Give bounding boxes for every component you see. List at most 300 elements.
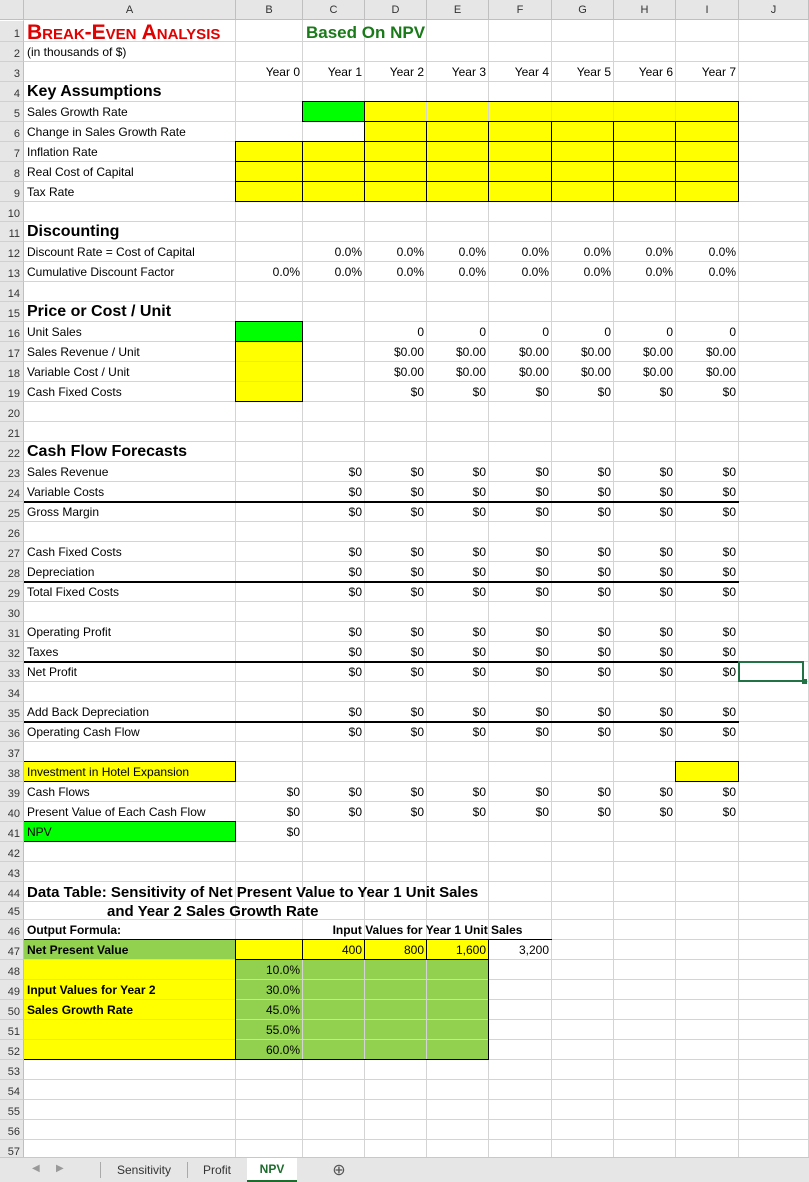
input-rows-label[interactable]: Input Values for Year 2 [27,983,156,997]
column-header-g[interactable]: G [552,0,614,20]
cash-flow-value[interactable]: $0 [722,485,736,499]
cash-flow-value[interactable]: $0 [410,805,424,819]
row-header[interactable]: 42 [0,842,24,862]
cell-border [302,181,365,202]
row-header[interactable]: 45 [0,902,24,920]
row-label-pv-each[interactable]: Present Value of Each Cash Flow [27,805,206,819]
year-header[interactable]: Year 7 [701,65,736,79]
cash-flow-value[interactable]: $0 [597,505,611,519]
row-header[interactable]: 7 [0,142,24,162]
row-header[interactable]: 34 [0,682,24,702]
year-header[interactable]: Year 5 [576,65,611,79]
var-cost-unit-value[interactable]: $0.00 [393,365,424,379]
row-label-total-fixed-costs[interactable]: Total Fixed Costs [27,585,120,599]
sales-rev-unit-value[interactable]: $0.00 [393,345,424,359]
row-input-value[interactable]: 30.0% [265,983,300,997]
cash-flow-value[interactable]: $0 [410,565,424,579]
row-label-operating-cash-flow[interactable]: Operating Cash Flow [27,725,140,739]
row-input-value[interactable]: 60.0% [265,1043,300,1057]
tab-sensitivity[interactable]: Sensitivity [116,1163,172,1177]
cell-border [675,181,739,202]
cash-fixed-cost-value[interactable]: $0 [597,385,611,399]
cash-flow-value[interactable]: $0 [535,785,549,799]
cash-flow-value[interactable]: $0 [722,725,736,739]
cell-border [364,161,427,182]
cash-flow-value[interactable]: $0 [535,625,549,639]
cell-border [675,161,739,182]
section-key-assumptions[interactable]: Key Assumptions [27,83,162,100]
cash-flow-value[interactable]: $0 [348,505,362,519]
data-table-title-2[interactable]: and Year 2 Sales Growth Rate [107,902,319,920]
cell-border [302,101,739,122]
cell-border [235,341,303,402]
cash-flow-value[interactable]: $0 [348,785,362,799]
row-header[interactable]: 46 [0,920,24,940]
var-cost-unit-value[interactable]: $0.00 [455,365,486,379]
cell-border [426,161,489,182]
cash-flow-value[interactable]: $0 [535,725,549,739]
unit-sales-value[interactable]: 0 [729,325,736,339]
row-input-value[interactable]: 45.0% [265,1003,300,1017]
cell-border [235,161,303,182]
row-label-unit-sales[interactable]: Unit Sales [27,325,82,339]
cash-flow-value[interactable]: $0 [597,645,611,659]
col-input-value[interactable]: 1,600 [455,943,486,957]
row-label-real-cost-capital[interactable]: Real Cost of Capital [27,165,134,179]
cash-flow-value[interactable]: $0 [472,505,486,519]
column-header-c[interactable]: C [303,0,365,20]
cash-flow-value[interactable]: $0 [348,585,362,599]
cash-flow-value[interactable]: $0 [410,625,424,639]
row-label-change-sales-growth[interactable]: Change in Sales Growth Rate [27,125,186,139]
cash-flow-value[interactable]: $0 [410,465,424,479]
col-input-value[interactable]: 800 [403,943,424,957]
cash-flow-value[interactable]: $0 [472,485,486,499]
cash-fixed-cost-value[interactable]: $0 [472,385,486,399]
unit-sales-value[interactable]: 0 [542,325,549,339]
cash-flow-value[interactable]: $0 [472,585,486,599]
row-header[interactable]: 39 [0,782,24,802]
var-cost-unit-value[interactable]: $0.00 [518,365,549,379]
column-header-e[interactable]: E [427,0,489,20]
cash-flow-value[interactable]: $0 [410,665,424,679]
add-sheet-icon[interactable]: ⊕ [332,1162,346,1179]
row-header[interactable]: 16 [0,322,24,342]
row-header[interactable]: 15 [0,302,24,322]
row-label-cash-fixed-costs2[interactable]: Cash Fixed Costs [27,545,122,559]
cash-flow-value[interactable]: $0 [410,505,424,519]
var-cost-unit-value[interactable]: $0.00 [642,365,673,379]
cash-flow-value[interactable]: $0 [659,585,673,599]
cash-flow-value[interactable]: $0 [597,805,611,819]
cash-flow-value[interactable]: $0 [348,625,362,639]
row-header[interactable]: 49 [0,980,24,1000]
cash-flow-value[interactable]: $0 [535,645,549,659]
column-header-a[interactable]: A [24,0,236,20]
page-subtitle[interactable]: Based On NPV [306,22,426,42]
input-rows-label-2[interactable]: Sales Growth Rate [27,1003,134,1017]
data-table-title[interactable]: Data Table: Sensitivity of Net Present Value to Year 1 Unit Sales [27,883,479,901]
cell-border [235,321,303,342]
cash-flow-value[interactable]: $0 [659,805,673,819]
select-all-corner[interactable] [0,0,24,20]
row-header[interactable]: 54 [0,1080,24,1100]
row-label-tax-rate[interactable]: Tax Rate [27,185,75,199]
unit-sales-value[interactable]: 0 [604,325,611,339]
cash-flow-value[interactable]: $0 [597,465,611,479]
row-label-depreciation[interactable]: Depreciation [27,565,95,579]
cash-flow-value[interactable]: $0 [472,705,486,719]
cash-flow-value[interactable]: $0 [348,705,362,719]
cell-border [675,761,739,782]
cash-flow-value[interactable]: $0 [472,785,486,799]
cash-flow-value[interactable]: $0 [722,665,736,679]
row-header[interactable]: 36 [0,722,24,742]
row-header[interactable]: 10 [0,202,24,222]
cash-flow-value[interactable]: $0 [472,465,486,479]
row-label-add-back-dep[interactable]: Add Back Depreciation [27,705,150,719]
row-label-cash-flows[interactable]: Cash Flows [27,785,90,799]
row-header[interactable]: 50 [0,1000,24,1020]
row-header[interactable]: 31 [0,622,24,642]
cell-border [613,141,676,162]
row-label-cum-discount[interactable]: Cumulative Discount Factor [27,265,175,279]
cash-flow-value[interactable]: $0 [472,665,486,679]
cell-border [488,121,552,142]
column-header-b[interactable]: B [236,0,303,20]
sales-rev-unit-value[interactable]: $0.00 [518,345,549,359]
column-header-h[interactable]: H [614,0,676,20]
cum-discount-value[interactable]: 0.0% [645,265,673,279]
sales-rev-unit-value[interactable]: $0.00 [705,345,736,359]
cash-flow-value[interactable]: $0 [722,785,736,799]
cell-border [235,141,303,162]
cash-flow-value[interactable]: $0 [722,465,736,479]
row-label-variable-costs[interactable]: Variable Costs [27,485,105,499]
row-header[interactable]: 13 [0,262,24,282]
cell-border [613,181,676,202]
scroll-right-icon[interactable]: ▶ [56,1163,64,1174]
col-input-value[interactable]: 3,200 [518,943,549,957]
discount-rate-value[interactable]: 0.0% [521,245,549,259]
tab-npv[interactable]: NPV [247,1158,297,1182]
cash-flow-value[interactable]: $0 [722,645,736,659]
cash-flow-value[interactable]: $0 [722,585,736,599]
row-header[interactable]: 53 [0,1060,24,1080]
row-header[interactable]: 9 [0,182,24,202]
pv-year0[interactable]: $0 [286,805,300,819]
year-header[interactable]: Year 0 [265,65,300,79]
cell-border [364,121,427,142]
column-header-j[interactable]: J [739,0,809,20]
npv-label[interactable]: Net Present Value [27,943,129,957]
sheet-tab-bar [0,1157,809,1182]
var-cost-unit-value[interactable]: $0.00 [705,365,736,379]
cum-discount-value[interactable]: 0.0% [396,265,424,279]
cell-border [364,141,427,162]
cum-discount-value[interactable]: 0.0% [458,265,486,279]
row-label-taxes[interactable]: Taxes [27,645,59,659]
cash-flow-value[interactable]: $0 [659,545,673,559]
discount-rate-value[interactable]: 0.0% [396,245,424,259]
row-header[interactable]: 30 [0,602,24,622]
cash-flow-value[interactable]: $0 [472,645,486,659]
row-header[interactable]: 6 [0,122,24,142]
row-label-sales-rev-unit[interactable]: Sales Revenue / Unit [27,345,140,359]
cash-flow-value[interactable]: $0 [722,705,736,719]
cash-flow-value[interactable]: $0 [472,625,486,639]
npv-value[interactable]: $0 [286,825,300,839]
cash-flow-value[interactable]: $0 [535,505,549,519]
row-header[interactable]: 21 [0,422,24,442]
row-header[interactable]: 23 [0,462,24,482]
cash-flow-value[interactable]: $0 [722,545,736,559]
cash-flow-value[interactable]: $0 [410,725,424,739]
year-header[interactable]: Year 1 [327,65,362,79]
row-label-gross-margin[interactable]: Gross Margin [27,505,100,519]
cash-flow-value[interactable]: $0 [410,645,424,659]
cash-flow-value[interactable]: $0 [535,465,549,479]
row-header[interactable]: 57 [0,1140,24,1157]
cash-flow-value[interactable]: $0 [722,565,736,579]
row-header[interactable]: 8 [0,162,24,182]
cum-discount-value[interactable]: 0.0% [334,265,362,279]
cash-flow-value[interactable]: $0 [722,505,736,519]
cell-border [302,101,365,122]
cash-flow-value[interactable]: $0 [722,805,736,819]
cash-flow-value[interactable]: $0 [410,705,424,719]
row-header[interactable]: 56 [0,1120,24,1140]
row-header[interactable]: 47 [0,940,24,960]
row-header[interactable]: 29 [0,582,24,602]
sales-rev-unit-value[interactable]: $0.00 [580,345,611,359]
row-label-npv[interactable]: NPV [27,825,52,839]
cash-flow-value[interactable]: $0 [597,625,611,639]
cash-flow-value[interactable]: $0 [597,545,611,559]
cash-flow-value[interactable]: $0 [535,545,549,559]
cash-flow-value[interactable]: $0 [348,465,362,479]
cell-border [551,121,614,142]
row-header[interactable]: 33 [0,662,24,682]
year-header[interactable]: Year 6 [638,65,673,79]
output-formula-label[interactable]: Output Formula: [27,923,121,937]
cash-flow-value[interactable]: $0 [535,665,549,679]
year-header[interactable]: Year 3 [451,65,486,79]
cell-border [488,161,552,182]
cash-flow-value[interactable]: $0 [659,565,673,579]
cash-flow-value[interactable]: $0 [410,545,424,559]
cash-flow-value[interactable]: $0 [659,785,673,799]
cash-flow-value[interactable]: $0 [659,725,673,739]
section-price-cost[interactable]: Price or Cost / Unit [27,303,172,320]
cash-flow-value[interactable]: $0 [659,645,673,659]
row-header[interactable]: 14 [0,282,24,302]
column-header-d[interactable]: D [365,0,427,20]
column-header-f[interactable]: F [489,0,552,20]
cell-border [551,181,614,202]
cell-border [302,161,365,182]
row-header[interactable]: 17 [0,342,24,362]
cash-flow-value[interactable]: $0 [659,485,673,499]
fill-handle[interactable] [802,679,807,684]
cum-discount-value[interactable]: 0.0% [708,265,736,279]
cash-flow-value[interactable]: $0 [597,785,611,799]
cash-flow-value[interactable]: $0 [535,805,549,819]
row-label-cash-fixed-costs[interactable]: Cash Fixed Costs [27,385,122,399]
cash-flow-value[interactable]: $0 [348,665,362,679]
cash-fixed-cost-value[interactable]: $0 [535,385,549,399]
cell-border [235,939,303,960]
cash-flow-value[interactable]: $0 [535,485,549,499]
cash-flow-value[interactable]: $0 [659,465,673,479]
unit-sales-value[interactable]: 0 [666,325,673,339]
cash-flow-value[interactable]: $0 [472,725,486,739]
row-header[interactable]: 38 [0,762,24,782]
cash-fixed-cost-value[interactable]: $0 [659,385,673,399]
cell-border [235,181,303,202]
row-header[interactable]: 18 [0,362,24,382]
row-header[interactable]: 26 [0,522,24,542]
cash-flow-value[interactable]: $0 [348,565,362,579]
cell-border [551,161,614,182]
row-header[interactable]: 25 [0,502,24,522]
row-input-value[interactable]: 55.0% [265,1023,300,1037]
tab-profit[interactable]: Profit [202,1163,231,1177]
row-header[interactable]: 2 [0,42,24,62]
row-header[interactable]: 40 [0,802,24,822]
cash-flow-value[interactable]: $0 [410,785,424,799]
page-title[interactable]: Break-Even Analysis [27,20,221,44]
year-header[interactable]: Year 4 [514,65,549,79]
row-header[interactable]: 28 [0,562,24,582]
cum-discount-value[interactable]: 0.0% [272,265,300,279]
row-header[interactable]: 37 [0,742,24,762]
cash-flow-value[interactable]: $0 [597,485,611,499]
row-label-sales-revenue[interactable]: Sales Revenue [27,465,109,479]
section-cash-flow[interactable]: Cash Flow Forecasts [27,443,188,460]
row-header[interactable]: 24 [0,482,24,502]
cash-flow-value[interactable]: $0 [410,485,424,499]
section-discounting[interactable]: Discounting [27,223,120,240]
cell-border [675,141,739,162]
cash-flow-value[interactable]: $0 [472,545,486,559]
row-label-operating-profit[interactable]: Operating Profit [27,625,112,639]
input-cols-label[interactable]: Input Values for Year 1 Unit Sales [332,923,523,937]
cell-border [613,121,676,142]
cell-border [426,181,489,202]
cash-flow-value[interactable]: $0 [348,545,362,559]
cash-flow-value[interactable]: $0 [659,665,673,679]
row-label-investment[interactable]: Investment in Hotel Expansion [27,765,190,779]
row-header[interactable]: 43 [0,862,24,882]
row-header[interactable]: 5 [0,102,24,122]
row-header[interactable]: 32 [0,642,24,662]
cash-flow-value[interactable]: $0 [348,645,362,659]
discount-rate-value[interactable]: 0.0% [458,245,486,259]
cash-flow-value[interactable]: $0 [597,665,611,679]
cash-flow-value[interactable]: $0 [535,585,549,599]
cash-flow-value[interactable]: $0 [348,485,362,499]
sales-rev-unit-value[interactable]: $0.00 [642,345,673,359]
row-input-value[interactable]: 10.0% [265,963,300,977]
row-header[interactable]: 12 [0,242,24,262]
cash-flow-value[interactable]: $0 [410,585,424,599]
row-header[interactable]: 48 [0,960,24,980]
cell-border [488,141,552,162]
row-header[interactable]: 3 [0,62,24,82]
cash-flow-value[interactable]: $0 [659,705,673,719]
unit-sales-value[interactable]: 0 [417,325,424,339]
row-label-net-profit[interactable]: Net Profit [27,665,78,679]
row-header[interactable]: 35 [0,702,24,722]
unit-sales-value[interactable]: 0 [479,325,486,339]
row-header[interactable]: 11 [0,222,24,242]
discount-rate-value[interactable]: 0.0% [708,245,736,259]
row-label-discount-rate[interactable]: Discount Rate = Cost of Capital [27,245,195,259]
cell-border [302,141,365,162]
column-header-i[interactable]: I [676,0,739,20]
scroll-left-icon[interactable]: ◀ [32,1163,40,1174]
cash-flow-value[interactable]: $0 [535,705,549,719]
sales-rev-unit-value[interactable]: $0.00 [455,345,486,359]
cell-border [613,161,676,182]
row-label-var-cost-unit[interactable]: Variable Cost / Unit [27,365,130,379]
row-header[interactable]: 52 [0,1040,24,1060]
cash-flow-value[interactable]: $0 [535,565,549,579]
cash-fixed-cost-value[interactable]: $0 [722,385,736,399]
row-header[interactable]: 55 [0,1100,24,1120]
cash-flow-value[interactable]: $0 [348,805,362,819]
cash-flow-value[interactable]: $0 [659,625,673,639]
cash-flow-value[interactable]: $0 [597,565,611,579]
cell-border [426,141,489,162]
var-cost-unit-value[interactable]: $0.00 [580,365,611,379]
year-header[interactable]: Year 2 [389,65,424,79]
row-header[interactable]: 22 [0,442,24,462]
cell-border [675,121,739,142]
cash-flow-value[interactable]: $0 [472,565,486,579]
row-label-inflation-rate[interactable]: Inflation Rate [27,145,98,159]
cash-flow-value[interactable]: $0 [472,805,486,819]
active-cell-selection[interactable] [738,661,804,682]
row-header[interactable]: 44 [0,882,24,902]
discount-rate-value[interactable]: 0.0% [334,245,362,259]
row-header[interactable]: 27 [0,542,24,562]
cash-flow-value[interactable]: $0 [659,505,673,519]
cash-flow-value[interactable]: $0 [597,585,611,599]
row-header[interactable]: 4 [0,82,24,102]
row-label-sales-growth-rate[interactable]: Sales Growth Rate [27,105,128,119]
row-header[interactable]: 51 [0,1020,24,1040]
cash-flow-value[interactable]: $0 [597,705,611,719]
discount-rate-value[interactable]: 0.0% [583,245,611,259]
cum-discount-value[interactable]: 0.0% [521,265,549,279]
row-header[interactable]: 19 [0,382,24,402]
cell-border [364,181,427,202]
col-input-value[interactable]: 400 [341,943,362,957]
cash-flow-value[interactable]: $0 [722,625,736,639]
cash-flow-value[interactable]: $0 [348,725,362,739]
cash-flow-year0[interactable]: $0 [286,785,300,799]
row-header[interactable]: 1 [0,21,24,42]
row-header[interactable]: 41 [0,822,24,842]
cum-discount-value[interactable]: 0.0% [583,265,611,279]
cash-flow-value[interactable]: $0 [597,725,611,739]
discount-rate-value[interactable]: 0.0% [645,245,673,259]
cash-fixed-cost-value[interactable]: $0 [410,385,424,399]
row-header[interactable]: 20 [0,402,24,422]
units-note[interactable]: (in thousands of $) [27,45,127,59]
